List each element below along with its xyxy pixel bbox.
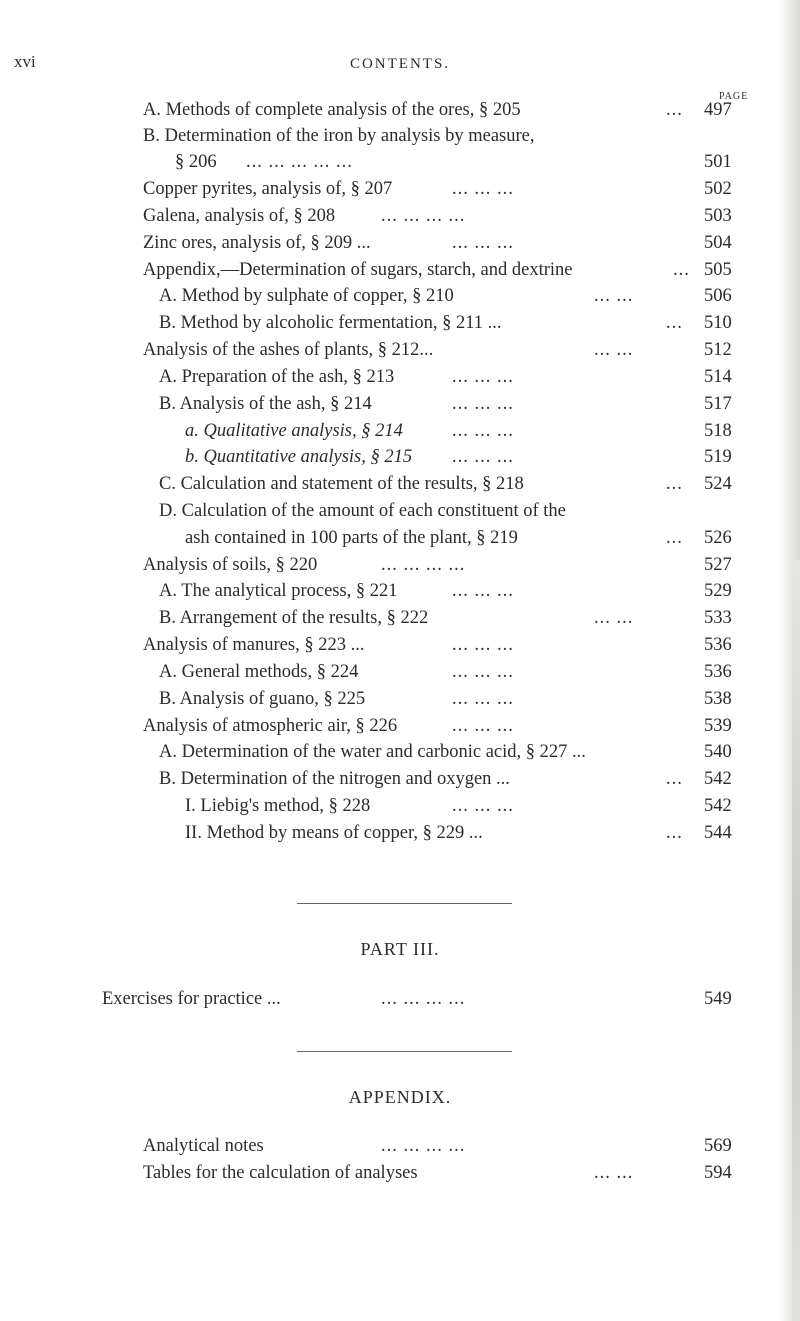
contents-list: A. Methods of complete analysis of the ores, § 205 ... 497 B. Determination of the iron by analysis by measure, § 206 ... ... ... ... ... 501 Copper pyrites, analysis of, § 207 ... ... ... 502 Galena, analysis of, § 208 ... ... ... ... 503 Zinc ores, analysis of, § 209 ... ... ... ... 504 Appendix,—Determination of sugars, starch, and dextrine ... 505 A. Method by sulphate of copper, § 210 ... ... 506 B. Method by alcoholic fermentation, § 211 ... ... 510 Analysis of the ashes of plants, § 212... ... ... 512 A. Preparation of the ash, § 213 ... ... ... 514 B. Analysis of the ash, § 214 ... ... ... 517 a. Qualitative analysis, § 214 ... ... ... 518 b. Quantitative analysis, § 215 ... ... ... 519 C. Calculation and statement of the results, § 218 ... 524 D. Calculation of the amount of each constituent of the ash contained in 100 parts of the plant, § 219 ... 526 Analysis of soils, § 220 ... ... ... ... 527 A. The analytical process, § 221 ... ... ... 529 B. Arrangement of the results, § 222 ... ... 533 Analysis of manures, § 223 ... ... ... ... 536 A. General methods, § 224 ... ... ... 536 B. Analysis of guano, § 225 ... ... ... 538 Analysis of atmospheric air, § 226 ... ... ... 539 A. Determination of the water and carbonic acid, § 227 ... 540 B. Determination of the nitrogen and oxygen ... ... 542 I. Liebig's method, § 228 ... ... ... 542 II. Method by means of copper, § 229 ... ... 544 PART III. Exercises for practice ... ... ... ... ... 549 APPENDIX. Analytical notes ... ... ... ... 569 Tables for the calculation of analyses ... ... 594 [0, 0, 800, 1321]
part-heading: PART III. [360, 939, 440, 959]
page-number: xvi [14, 52, 36, 71]
appendix-heading: APPENDIX. [348, 1087, 452, 1107]
running-head: CONTENTS. [349, 56, 451, 72]
section-divider [297, 903, 512, 904]
page-column-label: PAGE [719, 91, 749, 102]
section-divider [297, 1051, 512, 1052]
